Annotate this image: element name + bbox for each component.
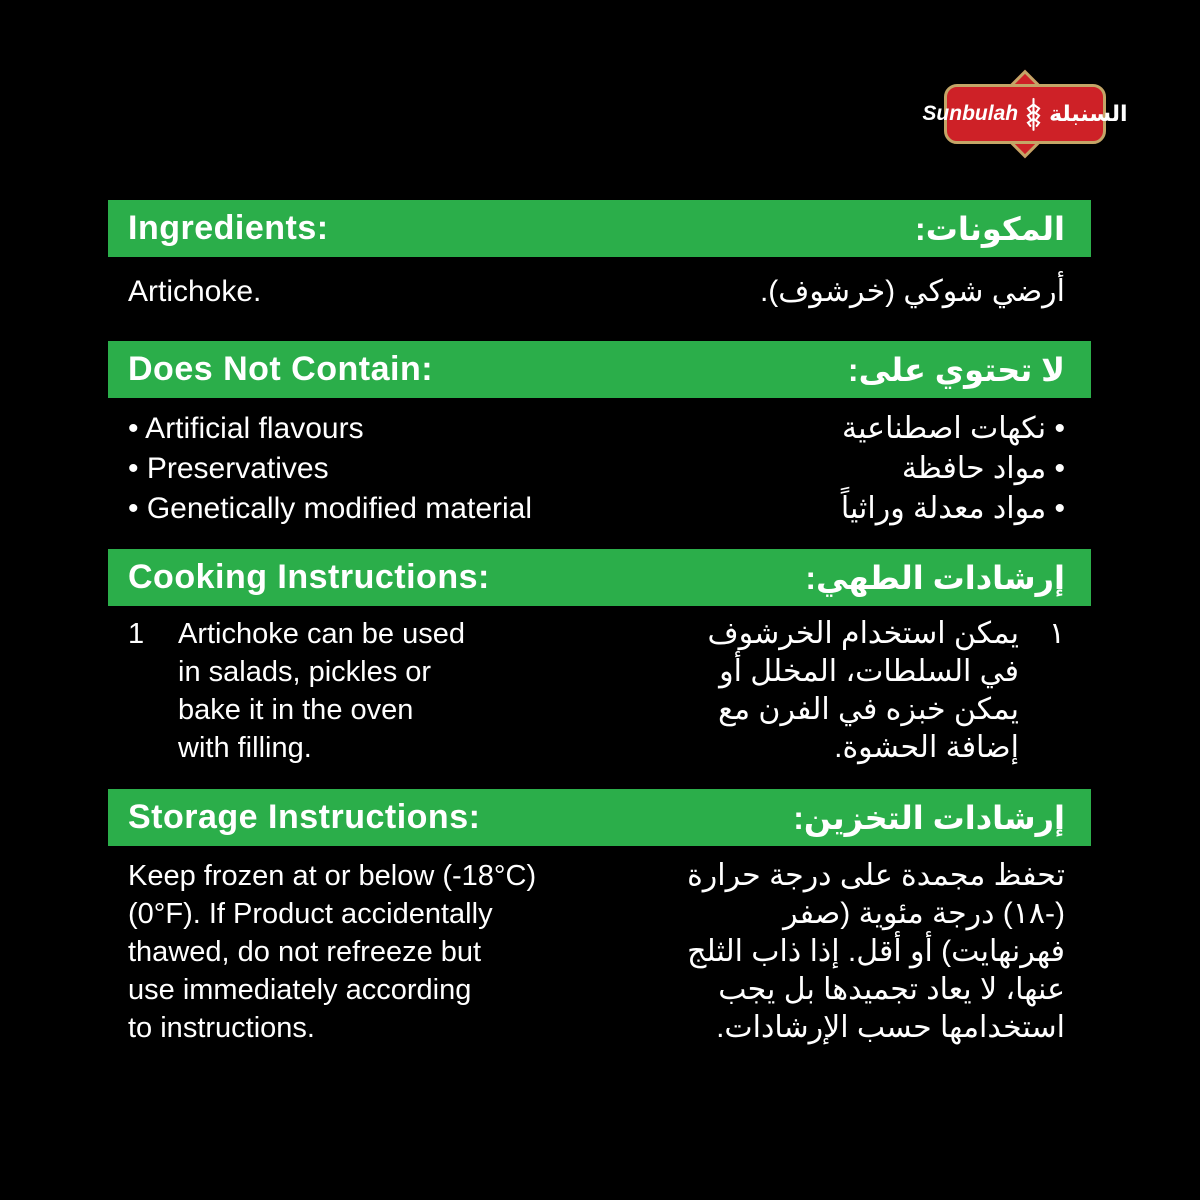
info-panel xyxy=(108,200,1091,1047)
cooking-step-text-ar: يمكن استخدام الخرشوف في السلطات، المخلل أو يمكن خبزه في الفرن مع إضافة الحشوة. xyxy=(707,617,1019,764)
section-header-does-not-contain xyxy=(108,341,1091,398)
bullet-gmo-ar: • مواد معدلة وراثياً xyxy=(840,492,1065,525)
sunbulah-logo xyxy=(922,84,1128,144)
header-does-not-contain-en: Does Not Contain: xyxy=(128,350,434,388)
storage-text-ar: تحفظ مجمدة على درجة حرارة (-١٨) درجة مئوية (صفر فهرنهايت) أو أقل. إذا ذاب الثلج عنها، لا يعاد تجميدها بل يجب استخدامها حسب الإرشادات. xyxy=(687,859,1065,1044)
wheat-icon xyxy=(1024,96,1043,132)
cooking-body xyxy=(108,606,1091,789)
section-header-cooking xyxy=(108,549,1091,606)
bullet-preservatives-ar: • مواد حافظة xyxy=(901,452,1065,485)
header-ingredients-ar: المكونات: xyxy=(915,210,1065,247)
header-cooking-en: Cooking Instructions: xyxy=(128,558,490,596)
logo-plate xyxy=(922,84,1128,144)
ingredients-text-ar: أرضي شوكي (خرشوف). xyxy=(759,275,1065,308)
cooking-step-ar xyxy=(631,615,1091,767)
logo-latin-wordmark: Sunbulah xyxy=(922,102,1019,125)
bullet-gmo: • Genetically modified material xyxy=(128,492,533,525)
does-not-contain-list-en xyxy=(108,409,628,529)
storage-body xyxy=(108,846,1091,1047)
cooking-step-text-en: Artichoke can be used in salads, pickles or bake it in the oven with filling. xyxy=(178,618,465,764)
section-header-ingredients xyxy=(108,200,1091,257)
header-storage-ar: إرشادات التخزين: xyxy=(793,799,1065,836)
cooking-step-en xyxy=(108,615,628,767)
header-cooking-ar: إرشادات الطهي: xyxy=(805,559,1065,596)
bullet-artificial-flavours: • Artificial flavours xyxy=(128,412,364,445)
header-does-not-contain-ar: لا تحتوي على: xyxy=(847,351,1065,388)
does-not-contain-list-ar xyxy=(631,409,1091,529)
ingredients-body xyxy=(108,257,1091,341)
header-storage-en: Storage Instructions: xyxy=(128,798,481,836)
cooking-step-number-ar: ١ xyxy=(1048,617,1065,650)
bullet-preservatives: • Preservatives xyxy=(128,452,329,485)
ingredients-text-en: Artichoke. xyxy=(128,275,262,308)
section-header-storage xyxy=(108,789,1091,846)
logo-arabic-wordmark: السنبلة xyxy=(1049,101,1128,126)
header-ingredients-en: Ingredients: xyxy=(128,209,329,247)
storage-text-en: Keep frozen at or below (-18°C) (0°F). If Product accidentally thawed, do not refreeze but use immediately according to instructions. xyxy=(128,860,537,1044)
cooking-step-number-en: 1 xyxy=(128,618,145,650)
bullet-artificial-flavours-ar: • نكهات اصطناعية xyxy=(842,412,1065,445)
does-not-contain-body xyxy=(108,398,1091,549)
